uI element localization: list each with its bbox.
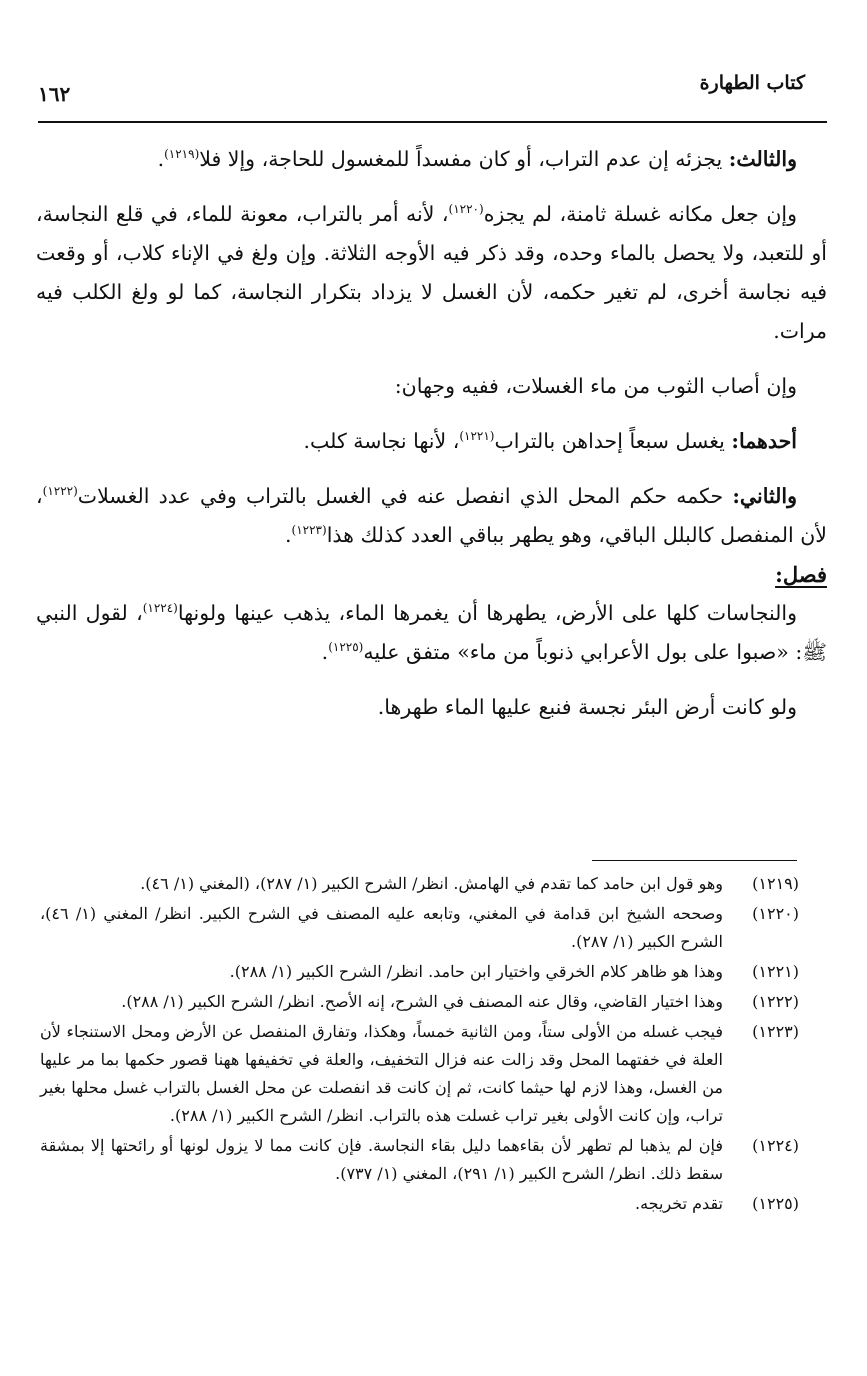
footnote-ref[interactable]: (١٢٢٣) — [291, 523, 327, 538]
footnote-number: (١٢٢٣) — [752, 1022, 799, 1041]
paragraph-text: يجزئه إن عدم التراب، أو كان مفسداً للمغسول للحاجة، وإلا فلا — [199, 147, 729, 171]
paragraph-text: حكمه حكم المحل الذي انفصل عنه في الغسل بالتراب وفي عدد الغسلات — [77, 484, 733, 508]
footnote-text: وهذا اختيار القاضي، وقال عنه المصنف في الشرح، إنه الأصح. انظر/ الشرح الكبير (١/ ٢٨٨). — [121, 992, 723, 1011]
running-header — [38, 72, 805, 108]
footnote-ref[interactable]: (١٢٢٤) — [142, 601, 178, 616]
footnote — [40, 1018, 799, 1130]
footnote — [40, 900, 799, 956]
footnote — [40, 988, 799, 1016]
footnote-separator — [592, 860, 797, 861]
footnote-text: تقدم تخريجه. — [635, 1194, 723, 1213]
footnotes — [40, 870, 799, 1220]
footnote — [40, 1132, 799, 1188]
footnote-text: وصححه الشيخ ابن قدامة في المغني، وتابعه عليه المصنف في الشرح الكبير. انظر/ المغني (١/ ٤٦)، الشرح الكبير (١/ ٢٨٧). — [40, 904, 724, 951]
footnote-number: (١٢١٩) — [752, 874, 799, 893]
page-number: ١٦٢ — [38, 82, 71, 106]
chapter-title: كتاب الطهارة — [699, 72, 805, 94]
paragraph-first-view — [36, 422, 827, 461]
paragraph-text: ، لقول النبي ﷺ: «صبوا على بول الأعرابي ذنوباً من ماء» متفق عليه — [36, 601, 827, 664]
footnote-number: (١٢٢٠) — [752, 904, 799, 923]
paragraph-second-view — [36, 477, 827, 555]
paragraph-text: ، لأن المنفصل كالبلل الباقي، وهو يطهر بباقي العدد كذلك هذا — [36, 484, 827, 547]
footnote-number: (١٢٢٥) — [752, 1194, 799, 1213]
paragraph-end: . — [321, 640, 329, 664]
footnote-number: (١٢٢٢) — [752, 992, 799, 1011]
footnote-text: فإن لم يذهبا لم تطهر لأن بقاءهما دليل بقاء النجاسة. فإن كانت مما لا يزول لونها أو رائحتها إلا بمشقة سقط ذلك. انظر/ الشرح الكبير (١/ ٢٩١)، المغني (١/ ٧٣٧). — [40, 1136, 723, 1183]
paragraph-text: وإن جعل مكانه غسلة ثامنة، لم يجزه — [483, 202, 797, 226]
footnote-text: وهذا هو ظاهر كلام الخرقي واختيار ابن حامد. انظر/ الشرح الكبير (١/ ٢٨٨). — [229, 962, 723, 981]
footnote-ref[interactable]: (١٢٢٢) — [42, 484, 78, 499]
footnote — [40, 870, 799, 898]
paragraph-lead: أحدهما: — [731, 429, 797, 453]
paragraph-well-ground: ولو كانت أرض البئر نجسة فنبع عليها الماء طهرها. — [377, 695, 797, 719]
footnote-number: (١٢٢٤) — [752, 1136, 799, 1155]
header-rule — [38, 121, 827, 123]
paragraph-text: ، لأنها نجاسة كلب. — [303, 429, 460, 453]
footnote — [40, 1190, 799, 1218]
paragraph-lead: والثالث: — [728, 147, 797, 171]
footnote-ref[interactable]: (١٢٢٠) — [448, 202, 484, 217]
paragraph-lead: والثاني: — [732, 484, 797, 508]
paragraph-text: والنجاسات كلها على الأرض، يطهرها أن يغمرها الماء، يذهب عينها ولونها — [177, 601, 797, 625]
footnote-ref[interactable]: (١٢١٩) — [164, 147, 200, 162]
paragraph-end: . — [157, 147, 165, 171]
paragraph-two-views: وإن أصاب الثوب من ماء الغسلات، ففيه وجهان: — [394, 374, 797, 398]
paragraph-ground-impurity — [36, 594, 827, 672]
footnote-number: (١٢٢١) — [752, 962, 799, 981]
footnote — [40, 958, 799, 986]
paragraph-text: ، لأنه أمر بالتراب، معونة للماء، في قلع النجاسة، أو للتعبد، ولا يحصل بالماء وحده، وقد ذكر فيه الأوجه الثلاثة. وإن ولغ في الإناء كلاب، أو وقعت فيه نجاسة أخرى، لم تغير حكمه، لأن الغسل لا يزداد بتكرار النجاسة، كما لو ولغ الكلب فيه مرات. — [36, 202, 827, 343]
section-heading: فصل: — [775, 562, 827, 587]
paragraph-end: . — [285, 523, 292, 547]
footnote-ref[interactable]: (١٢٢٥) — [328, 640, 364, 655]
paragraph-third-opinion — [36, 140, 827, 179]
paragraph-eighth-wash — [36, 195, 827, 351]
footnote-text: فيجب غسله من الأولى ستاً، ومن الثانية خمساً، وهكذا، وتفارق المنفصل عن الأرض ومحل الاستنجاء لأن العلة في خفتهما المحل وقد زالت عنه فزال التخفيف، والعلة في تخفيفها ههنا قصور حكمها بما مر عليها من الغسل، وهذا لازم لها حيثما كانت، ثم إن كانت قد انفصلت عن محل الغسل بالتراب غسل محلها بغير تراب، وإن كانت الأولى بغير تراب غسلت هذه بالتراب. انظر/ الشرح الكبير (١/ ٢٨٨). — [40, 1022, 723, 1125]
footnote-text: وهو قول ابن حامد كما تقدم في الهامش. انظر/ الشرح الكبير (١/ ٢٨٧)، (المغني (١/ ٤٦). — [140, 874, 723, 893]
main-text — [36, 140, 827, 727]
paragraph-text: يغسل سبعاً إحداهن بالتراب — [494, 429, 732, 453]
footnote-ref[interactable]: (١٢٢١) — [459, 429, 495, 444]
